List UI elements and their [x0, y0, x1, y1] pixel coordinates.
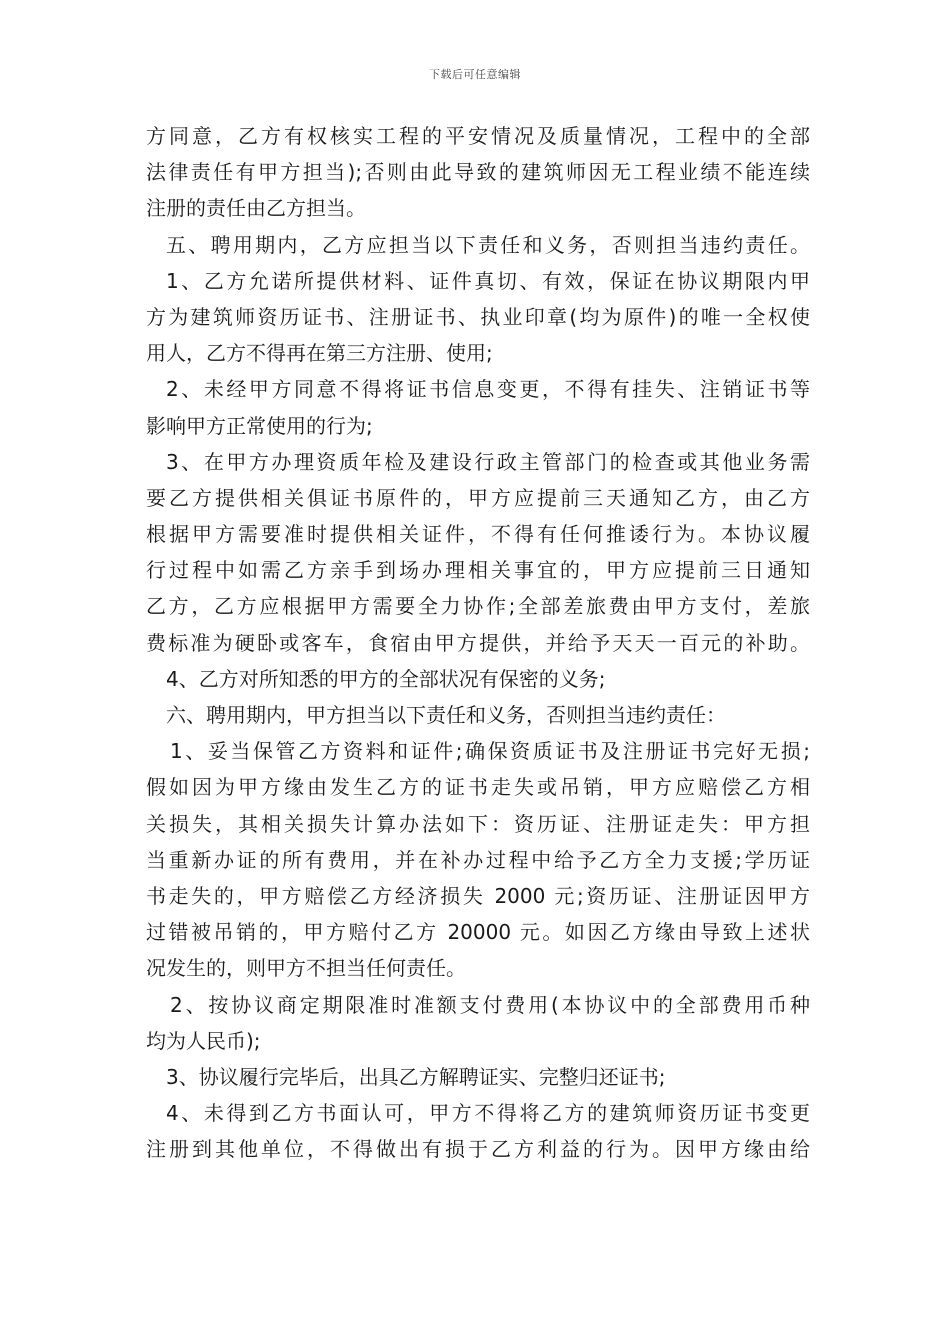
text-line: 乙方，乙方应根据甲方需要全力协作;全部差旅费由甲方支付，差旅 [146, 594, 810, 619]
text-line: 影响甲方正常使用的行为; [146, 413, 373, 438]
text-line: 2、按协议商定期限准时准额支付费用(本协议中的全部费用币种 [170, 992, 810, 1017]
text-line: 3、协议履行完毕后，出具乙方解聘证实、完整归还证书; [166, 1064, 666, 1089]
page-header: 下载后可任意编辑 [429, 68, 521, 81]
text-line: 均为人民币); [146, 1028, 261, 1053]
text-line: 书走失的，甲方赔偿乙方经济损失 2000 元;资历证、注册证因甲方 [146, 883, 810, 908]
text-line: 法律责任有甲方担当);否则由此导致的建筑师因无工程业绩不能连续 [146, 160, 810, 185]
text-line: 1、乙方允诺所提供材料、证件真切、有效，保证在协议期限内甲 [166, 268, 810, 293]
text-line: 况发生的，则甲方不担当任何责任。 [146, 956, 466, 981]
text-line: 行过程中如需乙方亲手到场办理相关事宜的，甲方应提前三日通知 [146, 558, 810, 583]
text-line: 要乙方提供相关俱证书原件的，甲方应提前三天通知乙方，由乙方 [146, 485, 810, 510]
text-line: 六、聘用期内，甲方担当以下责任和义务，否则担当违约责任： [166, 703, 726, 727]
text-line: 4、乙方对所知悉的甲方的全部状况有保密的义务; [166, 666, 606, 691]
text-line: 五、聘用期内，乙方应担当以下责任和义务，否则担当违约责任。 [166, 232, 810, 257]
text-line: 4、未得到乙方书面认可，甲方不得将乙方的建筑师资历证书变更 [166, 1101, 810, 1126]
text-line: 关损失，其相关损失计算办法如下：资历证、注册证走失：甲方担 [146, 811, 810, 836]
text-line: 当重新办证的所有费用，并在补办过程中给予乙方全力支援;学历证 [146, 847, 810, 872]
text-line: 方同意，乙方有权核实工程的平安情况及质量情况，工程中的全部 [146, 124, 810, 148]
text-line: 方为建筑师资历证书、注册证书、执业印章(均为原件)的唯一全权使 [146, 304, 810, 329]
text-line: 2、未经甲方同意不得将证书信息变更，不得有挂失、注销证书等 [166, 377, 810, 402]
text-line: 用人，乙方不得再在第三方注册、使用; [146, 341, 493, 366]
text-line: 注册到其他单位，不得做出有损于乙方利益的行为。因甲方缘由给 [146, 1137, 810, 1162]
text-line: 根据甲方需要准时提供相关证件，不得有任何推诿行为。本协议履 [146, 522, 810, 547]
text-line: 注册的责任由乙方担当。 [146, 196, 366, 221]
text-line: 费标准为硬卧或客车，食宿由甲方提供，并给予天天一百元的补助。 [146, 630, 810, 655]
text-line: 假如因为甲方缘由发生乙方的证书走失或吊销，甲方应赔偿乙方相 [146, 775, 810, 800]
text-line: 3、在甲方办理资质年检及建设行政主管部门的检查或其他业务需 [166, 449, 810, 474]
text-line: 1、妥当保管乙方资料和证件;确保资质证书及注册证书完好无损; [170, 739, 810, 764]
document-body [146, 118, 810, 1167]
text-line: 过错被吊销的，甲方赔付乙方 20000 元。如因乙方缘由导致上述状 [146, 920, 810, 945]
